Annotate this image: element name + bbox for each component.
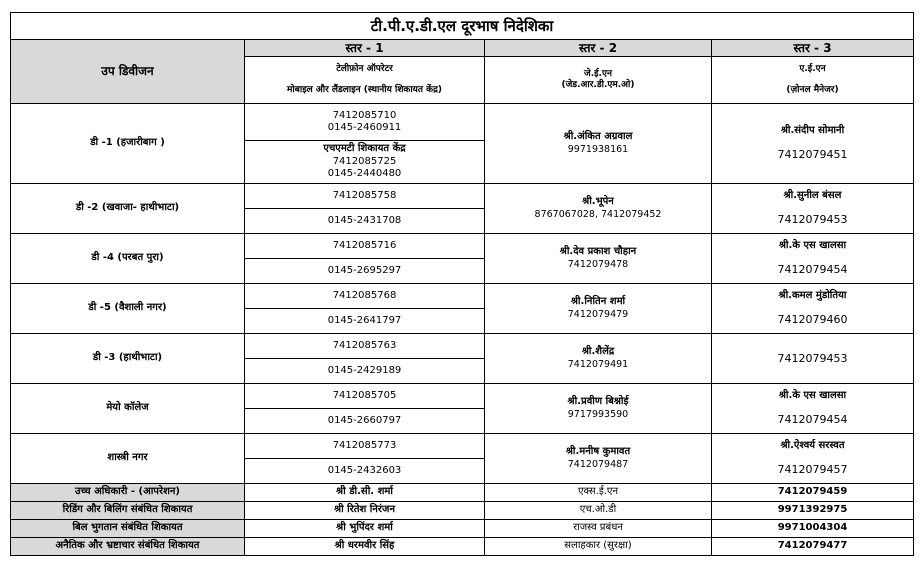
header-level-1-sub2: मोबाइल और लैंडलाइन (स्थानीय शिकायत केंद्र): [287, 85, 442, 95]
level3-phone: 7412079453: [777, 212, 848, 226]
level1-phone: 7412085705: [245, 384, 485, 409]
level2-name: श्री.मनीष कुमावत: [565, 446, 631, 458]
level3-name: श्री.ऐश्वर्य सरस्वत: [780, 440, 845, 452]
level3-cell: [712, 434, 914, 484]
level3-phone: 7412079451: [777, 147, 848, 161]
level3-name: श्री.के एस खालसा: [778, 240, 847, 252]
level2-name: श्री.शैलेंद्र: [581, 346, 615, 358]
table-row: [11, 434, 914, 459]
header-level-1-sub: [245, 57, 485, 104]
level1-landline: 0145-2695297: [245, 259, 485, 284]
level3-cell: [712, 184, 914, 234]
table-row: [11, 184, 914, 209]
footer-name: श्री रितेश निरंजन: [245, 502, 485, 520]
table-row: [11, 234, 914, 259]
level3-name: श्री.कमल मुंडोतिया: [778, 290, 847, 302]
header-level-1-sub1: टेलीफ़ोन ऑपरेटर: [336, 63, 393, 74]
level3-phone: 7412079454: [777, 412, 848, 426]
footer-designation: एक्स.ई.एन: [485, 484, 712, 502]
level3-cell: [712, 334, 914, 384]
level3-name: श्री.के एस खालसा: [778, 390, 847, 402]
level2-phone: 7412079478: [567, 258, 629, 270]
level2-cell: [485, 384, 712, 434]
header-level-3-sub: [712, 57, 914, 104]
level3-cell: [712, 104, 914, 184]
level1-top-cell: [245, 104, 485, 141]
level1-landline: 0145-2641797: [245, 309, 485, 334]
level3-name: श्री.संदीप सोमानी: [780, 125, 845, 137]
subdivision-cell: शास्त्री नगर: [11, 434, 245, 484]
level1-landline: 0145-2660797: [245, 409, 485, 434]
level2-cell: [485, 104, 712, 184]
level1-phone: 7412085758: [245, 184, 485, 209]
subdivision-cell: डी -1 (हजारीबाग ): [11, 104, 245, 184]
level2-phone: 7412079479: [567, 308, 629, 320]
directory-table: [10, 12, 914, 556]
level2-phone: 9971938161: [567, 143, 629, 155]
level3-phone: 7412079454: [777, 262, 848, 276]
header-level-3: स्तर - 3: [712, 40, 914, 57]
footer-phone: 7412079477: [712, 538, 914, 556]
footer-name: श्री धरमवीर सिंह: [245, 538, 485, 556]
level2-cell: [485, 234, 712, 284]
footer-row: [11, 520, 914, 538]
header-level-3-sub1: ए.ई.एन: [799, 63, 826, 74]
level2-name: श्री.नितिन शर्मा: [570, 296, 626, 308]
footer-phone: 9971004304: [712, 520, 914, 538]
subdivision-cell: डी -5 (वैशाली नगर): [11, 284, 245, 334]
level1-hmt-label: एचएमटी शिकायत केंद्र: [323, 143, 406, 155]
subdivision-cell: डी -3 (हाथीभाटा): [11, 334, 245, 384]
level1-landline: 0145-2432603: [245, 459, 485, 484]
level1-landline: 0145-2440480: [327, 168, 402, 180]
level2-cell: [485, 434, 712, 484]
footer-phone: 9971392975: [712, 502, 914, 520]
level2-name: श्री.भूपेन: [582, 196, 614, 208]
footer-designation: सलाहकार (सुरक्षा): [485, 538, 712, 556]
subdivision-cell: डी -4 (परबत पुरा): [11, 234, 245, 284]
header-level-3-sub2: (ज़ोनल मैनेजर): [786, 85, 839, 95]
level3-name: श्री.सुनील बंसल: [783, 190, 842, 202]
footer-phone: 7412079459: [712, 484, 914, 502]
level1-phone: 7412085763: [245, 334, 485, 359]
table-row: [11, 104, 914, 141]
level2-phone: 9717993590: [567, 408, 629, 420]
level1-landline: 0145-2431708: [245, 209, 485, 234]
level2-cell: [485, 334, 712, 384]
table-row: [11, 284, 914, 309]
subdivision-cell: मेयो कॉलेज: [11, 384, 245, 434]
level3-cell: [712, 234, 914, 284]
level1-landline: 0145-2460911: [327, 122, 402, 133]
page-title: टी.पी.ए.डी.एल दूरभाष निदेशिका: [11, 13, 914, 40]
level2-phone: 7412079487: [567, 458, 629, 470]
level2-name: श्री.प्रवीण बिश्नोई: [567, 396, 629, 408]
footer-row: [11, 538, 914, 556]
header-level-2: स्तर - 2: [485, 40, 712, 57]
footer-name: श्री डी.सी. शर्मा: [245, 484, 485, 502]
footer-label: रिडिंग और बिलिंग संबंधित शिकायत: [11, 502, 245, 520]
directory-sheet: [10, 12, 913, 556]
level2-name: श्री.अंकित अग्रवाल: [563, 131, 633, 143]
level2-name: श्री.देव प्रकाश चौहान: [559, 246, 637, 258]
footer-row: [11, 484, 914, 502]
table-row: [11, 384, 914, 409]
level2-phone: 7412079491: [567, 358, 629, 370]
footer-name: श्री भुपिंदर शर्मा: [245, 520, 485, 538]
header-level-2-sub2: (जेड.आर.डी.एम.ओ): [561, 80, 635, 90]
footer-designation: एच.ओ.डी: [485, 502, 712, 520]
level1-phone: 7412085725: [332, 155, 397, 167]
level2-phone: 8767067028, 7412079452: [534, 208, 662, 220]
level3-cell: [712, 284, 914, 334]
level1-phone: 7412085773: [245, 434, 485, 459]
level3-phone: 7412079460: [777, 312, 848, 326]
level1-landline: 0145-2429189: [245, 359, 485, 384]
footer-designation: राजस्व प्रबंधन: [485, 520, 712, 538]
header-level-2-sub1: जे.ई.एन: [584, 68, 612, 79]
level3-phone: 7412079457: [777, 462, 848, 476]
header-level-1: स्तर - 1: [245, 40, 485, 57]
table-row: [11, 334, 914, 359]
footer-row: [11, 502, 914, 520]
subdivision-cell: डी -2 (खवाजा- हाथीभाटा): [11, 184, 245, 234]
footer-label: बिल भुगतान संबंधित शिकायत: [11, 520, 245, 538]
level1-bottom-cell: [245, 141, 485, 184]
level1-phone: 7412085716: [245, 234, 485, 259]
level3-cell: [712, 384, 914, 434]
level2-cell: [485, 184, 712, 234]
footer-label: अनैतिक और भ्रष्टाचार संबंधित शिकायत: [11, 538, 245, 556]
footer-label: उच्च अधिकारी - (आपरेशन): [11, 484, 245, 502]
header-subdivision: उप डिवीजन: [11, 40, 245, 104]
level2-cell: [485, 284, 712, 334]
header-level-2-sub: [485, 57, 712, 104]
level1-phone: 7412085768: [245, 284, 485, 309]
level3-phone: 7412079453: [777, 351, 848, 365]
level1-phone: 7412085710: [332, 109, 397, 121]
